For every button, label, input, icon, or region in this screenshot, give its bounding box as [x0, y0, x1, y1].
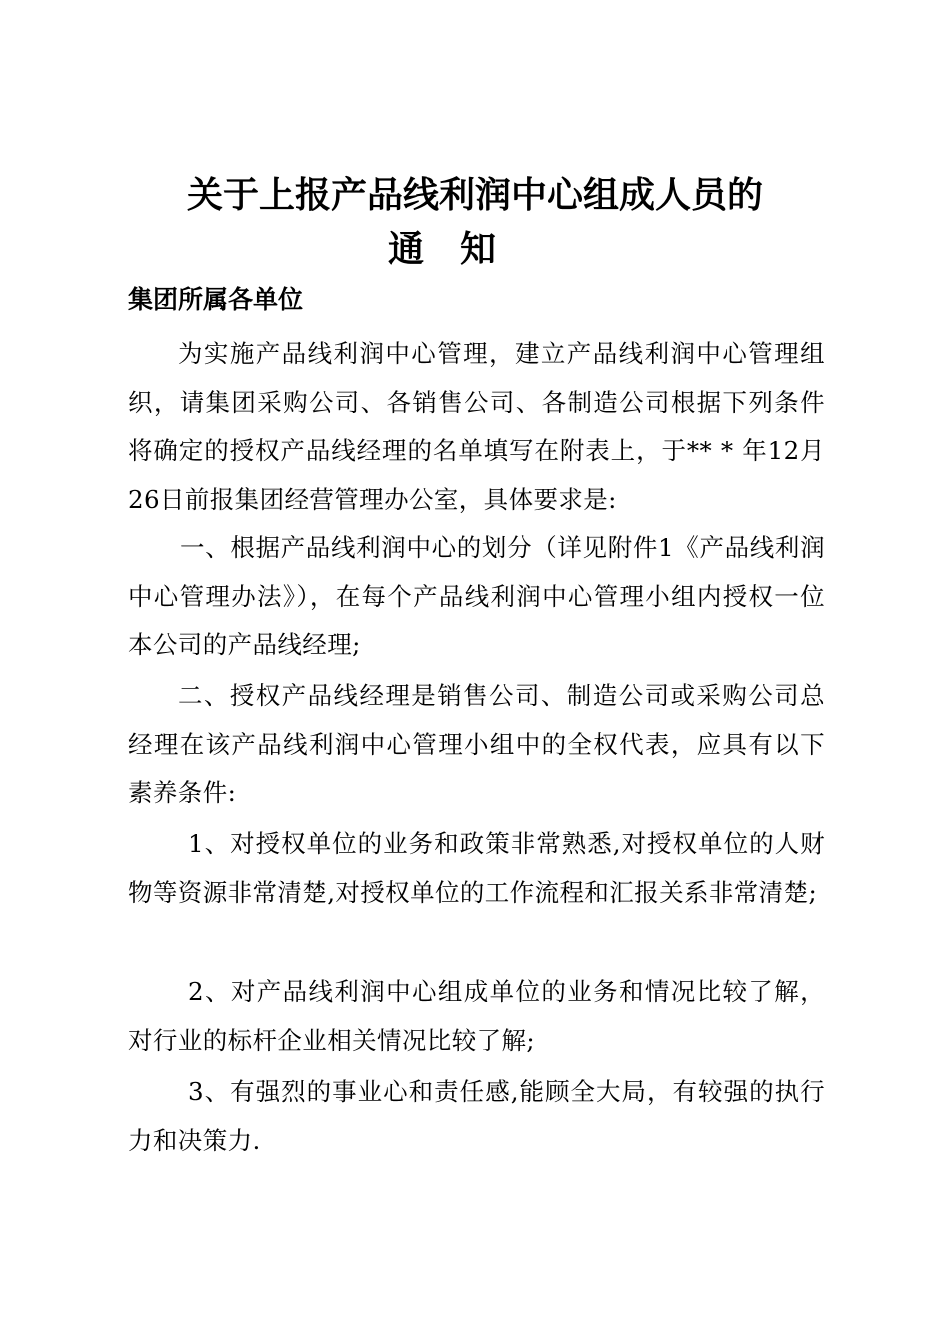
paragraph-requirement-1: 一、根据产品线利润中心的划分（详见附件1《产品线利润中心管理办法》），在每个产品线利润中心管理小组内授权一位本公司的产品线经理;	[128, 533, 825, 659]
paragraph-condition-2: 2、对产品线利润中心组成单位的业务和情况比较了解，对行业的标杆企业相关情况比较了解;	[128, 977, 825, 1055]
document-title-notice: 通 知	[388, 229, 497, 270]
document-title: 关于上报产品线利润中心组成人员的	[186, 175, 763, 216]
paragraph-condition-3: 3、有强烈的事业心和责任感,能顾全大局，有较强的执行力和决策力.	[128, 1077, 825, 1155]
paragraph-intro: 为实施产品线利润中心管理，建立产品线利润中心管理组织，请集团采购公司、各销售公司、各制造公司根据下列条件将确定的授权产品线经理的名单填写在附表上，于** * 年12月26日前报集团经营管理办公室，具体要求是:	[128, 339, 825, 514]
paragraph-condition-1: 1、对授权单位的业务和政策非常熟悉,对授权单位的人财物等资源非常清楚,对授权单位的工作流程和汇报关系非常清楚;	[128, 829, 825, 907]
paragraph-requirement-2: 二、授权产品线经理是销售公司、制造公司或采购公司总经理在该产品线利润中心管理小组中的全权代表，应具有以下素养条件:	[128, 681, 825, 807]
salutation: 集团所属各单位	[128, 285, 304, 314]
